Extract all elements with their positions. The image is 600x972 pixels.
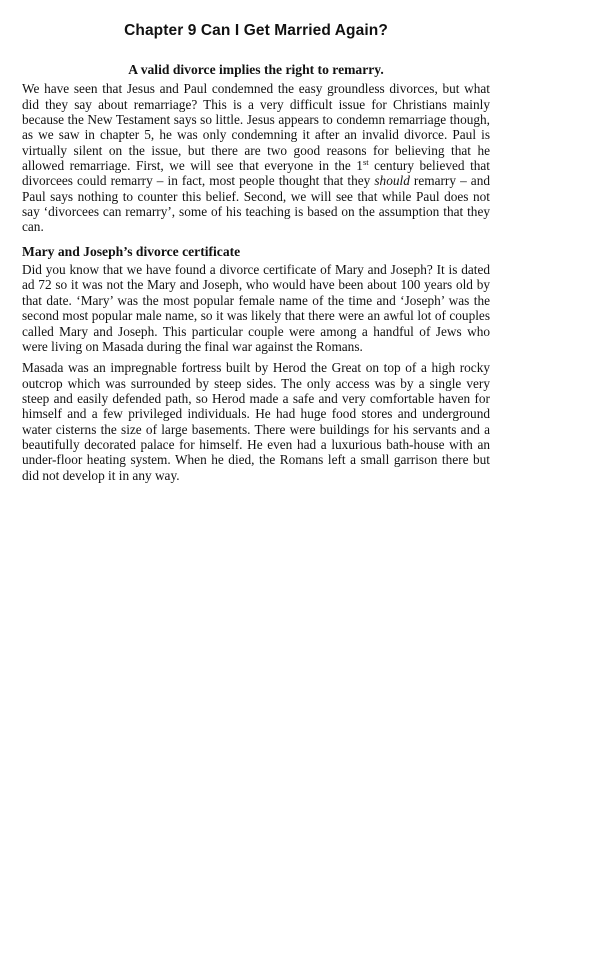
ordinal-superscript: st bbox=[362, 157, 369, 168]
intro-text-part1: We have seen that Jesus and Paul condemned the easy groundless divorces, but what did they say about remarriage? This is a very difficult issue for Christians mainly because the New Testament says so little. Jesus appears to condemn remarriage though, as we saw in chapter 5, he was only condemning it after an invalid divorce. Paul is virtually silent on the issue, but there are two good reasons for believing that he allowed remarriage. First, we will see that everyone in the 1 bbox=[22, 81, 490, 174]
document-body bbox=[22, 62, 490, 489]
intro-paragraph bbox=[22, 81, 490, 234]
intro-heading: A valid divorce implies the right to remarry. bbox=[128, 62, 384, 77]
paragraph-divorce-certificate: Did you know that we have found a divorce certificate of Mary and Joseph? It is dated ad 72 so it was not the Mary and Joseph, who would have been about 100 years old by that date. ‘Mary’ was the most popular female name of the time and ‘Joseph’ was the second most popular male name, so it was likely that there were an awful lot of couples called Mary and Joseph. This particular couple were among a handful of Jews who were living on Masada during the final war against the Romans. bbox=[22, 262, 490, 354]
emphasis-word: should bbox=[374, 173, 410, 189]
intro-text-part2: century believed that divorcees could remarry – in fact, most people thought that they bbox=[22, 158, 491, 189]
paragraph-masada: Masada was an impregnable fortress built by Herod the Great on top of a high rocky outcrop which was surrounded by steep sides. The only access was by a single very steep and easily defended path, so Herod made a safe and very comfortable haven for himself and a few privileged individuals. He had huge food stores and underground water cisterns the size of large basements. There were buildings for his servants and a beautifully decorated palace for himself. He even had a luxurious bath-house with an under-floor heating system. When he died, the Romans left a small garrison there but did not develop it in any way. bbox=[22, 360, 490, 483]
intro-text-part3: remarry – and Paul says nothing to counter this belief. Second, we will see that while Paul does not say ‘divorcees can remarry’, some of his teaching is based on the assumption that they can. bbox=[22, 173, 490, 235]
chapter-title: Chapter 9 Can I Get Married Again? bbox=[124, 22, 388, 39]
section-heading-divorce-certificate: Mary and Joseph’s divorce certificate bbox=[22, 243, 241, 259]
